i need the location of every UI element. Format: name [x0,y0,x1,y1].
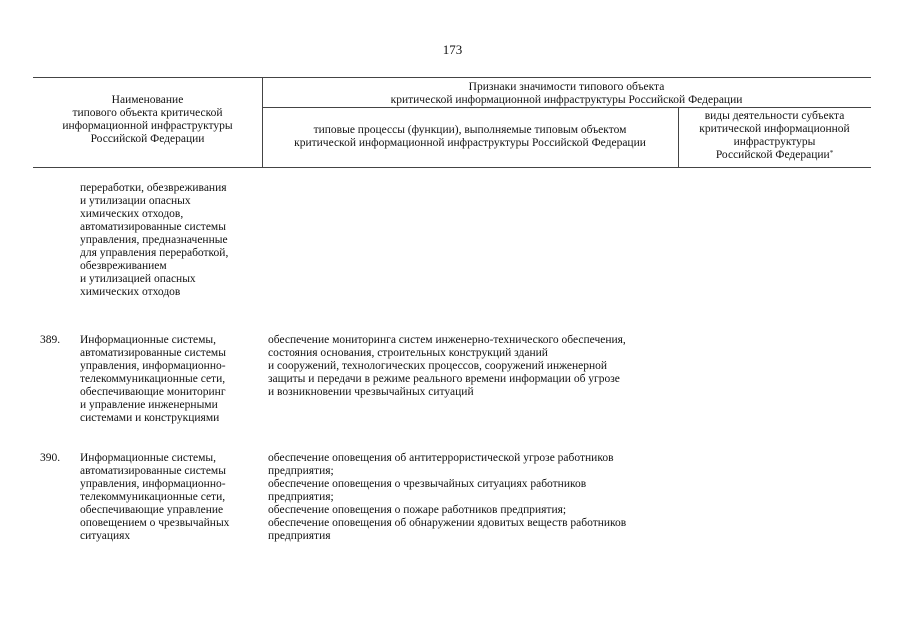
row-continuation-name [80,182,228,299]
header-name-line: информационной инфраструктуры [62,120,233,132]
process-line: обеспечение мониторинга систем инженерно-технического обеспечения, [268,334,626,346]
header-activities-line: инфраструктуры [733,136,816,148]
header-activities-line: виды деятельности субъекта [704,110,845,122]
header-name-line: Российской Федерации [90,133,205,145]
header-group [262,81,871,107]
process-line: предприятия [268,530,331,542]
row-390-processes [268,452,626,543]
name-line: системами и конструкциями [80,412,220,424]
header-name-line: Наименование [111,94,184,106]
header-bottom-rule [33,167,871,168]
process-line: и возникновении чрезвычайных ситуаций [268,386,474,398]
name-line: химических отходов [80,286,181,298]
header-activities-line-text: Российской Федерации [715,149,830,161]
process-line: обеспечение оповещения о пожаре работников предприятия; [268,504,567,516]
header-group-line: критической информационной инфраструктуры Российской Федерации [390,94,743,106]
header-activities-column [678,110,871,162]
row-389-name [80,334,226,425]
process-line: и сооружений, технологических процессов, сооружений инженерной [268,360,608,372]
name-line: обеспечивающие мониторинг [80,386,226,398]
process-line: защиты и передачи в режиме реального времени информации об угрозе [268,373,620,385]
header-processes-line: типовые процессы (функции), выполняемые типовым объектом [313,124,627,136]
header-group-rule [262,107,871,108]
name-line: автоматизированные системы [80,465,226,477]
row-number: 389. [40,334,61,346]
process-line: состояния основания, строительных конструкций зданий [268,347,548,359]
name-line: переработки, обезвреживания [80,182,227,194]
process-line: обеспечение оповещения об антитеррористической угрозе работников [268,452,614,464]
name-line: и утилизации опасных [80,195,191,207]
name-line: для управления переработкой, [80,247,229,259]
name-line: управления, информационно- [80,360,226,372]
name-line: химических отходов, [80,208,184,220]
name-line: обезвреживанием [80,260,167,272]
header-top-rule [33,77,871,78]
header-activities-line: критической информационной [699,123,850,135]
page-number: 173 [442,42,463,57]
header-processes-column [262,124,678,150]
row-390-name [80,452,229,543]
header-group-line: Признаки значимости типового объекта [468,81,665,93]
process-line: предприятия; [268,491,334,503]
header-processes-line: критической информационной инфраструктуры Российской Федерации [294,137,646,149]
header-activities-line [678,149,871,162]
name-line: управления, предназначенные [80,234,228,246]
name-line: и управление инженерными [80,399,218,411]
name-line: телекоммуникационные сети, [80,491,226,503]
name-line: автоматизированные системы [80,347,226,359]
header-name-column [33,94,262,146]
name-line: оповещением о чрезвычайных [80,517,230,529]
header-name-line: типового объекта критической [72,107,223,119]
name-line: ситуациях [80,530,131,542]
footnote-marker: * [829,149,834,157]
process-line: предприятия; [268,465,334,477]
name-line: и утилизацией опасных [80,273,196,285]
name-line: Информационные системы, [80,452,216,464]
row-389-processes [268,334,626,399]
name-line: телекоммуникационные сети, [80,373,226,385]
name-line: обеспечивающие управление [80,504,224,516]
name-line: автоматизированные системы [80,221,226,233]
name-line: управления, информационно- [80,478,226,490]
name-line: Информационные системы, [80,334,216,346]
row-number: 390. [40,452,61,464]
process-line: обеспечение оповещения об обнаружении ядовитых веществ работников [268,517,627,529]
process-line: обеспечение оповещения о чрезвычайных ситуациях работников [268,478,587,490]
